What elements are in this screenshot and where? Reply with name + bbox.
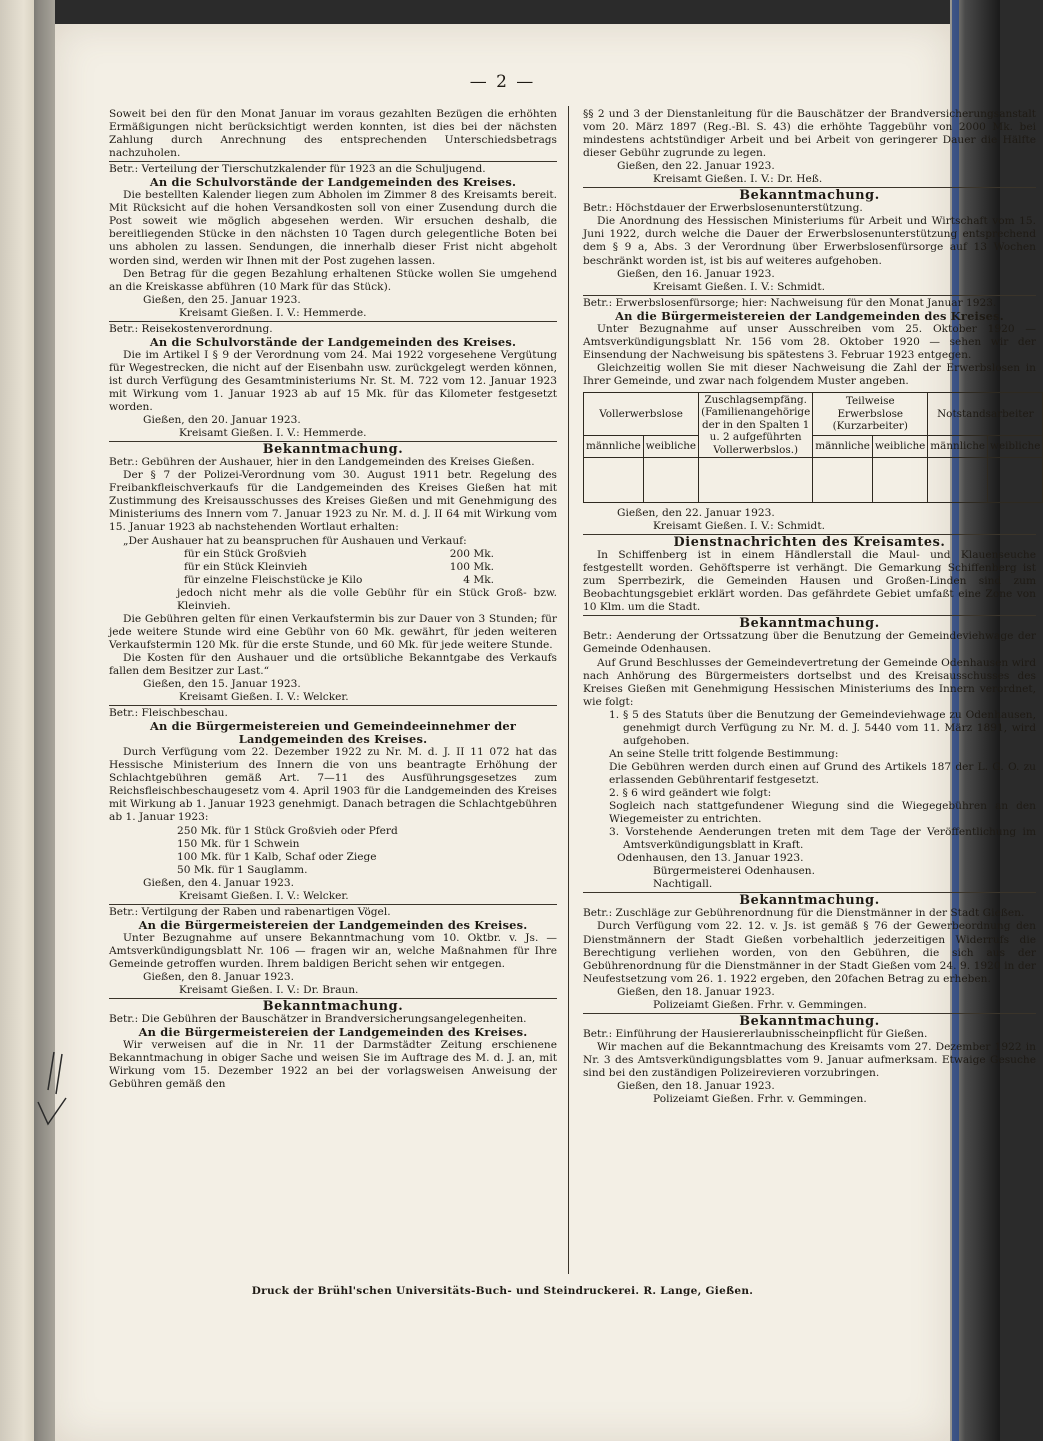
signature-line: Nachtigall. xyxy=(653,878,713,891)
signature-line: Gießen, den 8. Januar 1923. xyxy=(143,971,295,984)
signature-line: Kreisamt Gießen. I. V.: Welcker. xyxy=(179,691,349,704)
table-empty-cell xyxy=(699,458,813,503)
left-column xyxy=(109,108,557,1091)
signature-line: Kreisamt Gießen. I. V.: Hemmerde. xyxy=(179,306,367,319)
signature-line: Gießen, den 4. Januar 1923. xyxy=(143,876,295,889)
section-rule xyxy=(109,321,557,322)
paragraph: §§ 2 und 3 der Dienstanleitung für die Bauschätzer der Brandversicherungsanstalt vom 20. März 1897 (Reg.-Bl. S. 43) die erhöhte Taggebühr von 2000 Mk. bei mindestens achtstündiger Arbeit und bei Arbeit von geringerer Dauer die Hälfte dieser Gebühr zugrunde zu legen. xyxy=(583,108,1036,160)
paragraph: Den Betrag für die gegen Bezahlung erhaltenen Stücke wollen Sie umgehend an die Kreiskasse abführen (10 Mark für das Stück). xyxy=(109,267,557,293)
section-heading: Bekanntmachung. xyxy=(739,893,880,909)
table-sub-header: weibliche xyxy=(643,435,698,457)
paragraph: Betr.: Gebühren der Aushauer, hier in den Landgemeinden des Kreises Gießen. xyxy=(109,456,535,469)
printer-imprint: Druck der Brühl'schen Universitäts-Buch- und Steindruckerei. R. Lange, Gießen. xyxy=(251,1285,754,1297)
page-number: — 2 — xyxy=(469,72,536,92)
paragraph: Betr.: Einführung der Hausiererlaubnisscheinpflicht für Gießen. xyxy=(583,1027,928,1040)
paragraph: Die Kosten für den Aushauer und die ortsübliche Bekanntgabe des Verkaufs fallen dem Besitzer zur Last.“ xyxy=(109,651,557,677)
table-group-header: Zuschlagsempfäng. (Familienangehörige der in den Spalten 1 u. 2 aufgeführten Vollerwerbslos.) xyxy=(699,392,813,457)
paragraph: Die Gebühren werden durch einen auf Grund des Artikels 187 der L. G. O. zu erlassenden Gebührentarif festgesetzt. xyxy=(609,760,1036,786)
table-empty-cell xyxy=(928,458,988,503)
paragraph: Die im Artikel I § 9 der Verordnung vom 24. Mai 1922 vorgesehene Vergütung für Wegestrecken, die nicht auf der Eisenbahn usw. zurückgelegt werden können, ist durch Verfügung des Gesamtministeriums Nr. St. M. 722 vom 12. Januar 1923 mit Wirkung vom 1. Januar 1923 ab auf 15 Mk. für das Kilometer festgesetzt worden. xyxy=(109,348,557,414)
table-empty-cell xyxy=(872,458,927,503)
paragraph: Betr.: Reisekostenverordnung. xyxy=(109,322,273,335)
section-rule xyxy=(109,705,557,706)
table-empty-cell xyxy=(584,458,644,503)
paragraph: An seine Stelle tritt folgende Bestimmung: xyxy=(609,747,839,760)
signature-line: Gießen, den 16. Januar 1923. xyxy=(617,267,775,280)
paragraph: Betr.: Fleischbeschau. xyxy=(109,707,228,720)
fee-row xyxy=(109,574,557,587)
paragraph: 2. § 6 wird geändert wie folgt: xyxy=(609,787,772,799)
signature-line: Kreisamt Gießen. I. V.: Dr. Braun. xyxy=(179,984,359,997)
paragraph: Betr.: Zuschläge zur Gebührenordnung für die Dienstmänner in der Stadt Gießen. xyxy=(583,907,1025,920)
table-empty-cell xyxy=(813,458,873,503)
paragraph: Wir verweisen auf die in Nr. 11 der Darmstädter Zeitung erschienene Bekanntmachung in obiger Sache und weisen Sie im Auftrage des M. d. J. an, mit Wirkung vom 15. Dezember 1922 an bei der vorlagsweisen Anweisung der Gebühren gemäß den xyxy=(109,1039,557,1091)
paragraph: Betr.: Erwerbslosenfürsorge; hier: Nachweisung für den Monat Januar 1923. xyxy=(583,296,997,309)
paragraph: 3. Vorstehende Aenderungen treten mit dem Tage der Veröffentlichung im Amtsverkündigungsblatt in Kraft. xyxy=(609,826,1036,852)
paragraph: Betr.: Aenderung der Ortssatzung über die Benutzung der Gemeindeviehwage der Gemeinde Odenhausen. xyxy=(583,630,1036,656)
signature-line: Kreisamt Gießen. I. V.: Hemmerde. xyxy=(179,427,367,440)
paragraph: Betr.: Die Gebühren der Bauschätzer in Brandversicherungsangelegenheiten. xyxy=(109,1013,527,1026)
paragraph: Der § 7 der Polizei-Verordnung vom 30. August 1911 betr. Regelung des Freibankfleischverkaufs für die Landgemeinden des Kreises Gießen hat mit Zustimmung des Kreisausschusses des Kreises Gießen und mit Genehmigung des Ministeriums des Innern vom 7. Januar 1923 zu Nr. M. d. J. II 64 mit Wirkung vom 15. Januar 1923 ab nachstehenden Wortlaut erhalten: xyxy=(109,469,557,534)
table-empty-cell xyxy=(988,458,1043,503)
section-heading: Dienstnachrichten des Kreisamtes. xyxy=(673,535,946,551)
column-divider xyxy=(568,106,569,1274)
unemployment-table xyxy=(583,392,1043,503)
fee-amount: 4 Mk. xyxy=(463,573,494,586)
paragraph: 100 Mk. für 1 Kalb, Schaf oder Ziege xyxy=(177,850,377,863)
paragraph: „Der Aushauer hat zu beanspruchen für Aushauen und Verkauf: xyxy=(123,534,467,547)
fee-item: für einzelne Fleischstücke je Kilo xyxy=(184,573,363,586)
signature-line: Gießen, den 22. Januar 1923. xyxy=(617,160,775,173)
signature-line: Polizeiamt Gießen. Frhr. v. Gemmingen. xyxy=(653,998,867,1011)
previous-page-edge xyxy=(0,0,34,1441)
paragraph: Soweit bei den für den Monat Januar im voraus gezahlten Bezügen die erhöhten Ermäßigungen nicht berücksichtigt werden konnten, ist dies bei der nächsten Zahlung durch Anrechnung des entsprechenden Unterschiedsbetrags nachzuholen. xyxy=(109,108,557,160)
paragraph: Durch Verfügung vom 22. Dezember 1922 zu Nr. M. d. J. II 11 072 hat das Hessische Ministerium des Innern die von uns beantragte Erhöhung der Schlachtgebühren gemäß Art. 7—11 des Ausführungsgesetzes zum Reichsfleischbeschaugesetz vom 4. April 1903 für die Landgemeinden des Kreises mit Wirkung ab 1. Januar 1923 genehmigt. Danach betragen die Schlachtgebühren ab 1. Januar 1923: xyxy=(109,746,557,824)
table-sub-header: männliche xyxy=(584,435,644,457)
signature-line: Gießen, den 22. Januar 1923. xyxy=(617,507,775,520)
paragraph: Unter Bezugnahme auf unser Ausschreiben vom 25. Oktober 1920 — Amtsverkündigungsblatt Nr. 156 vom 28. Oktober 1920 — sehen wir der Einsendung der Nachweisung bis spätestens 3. Februar 1923 entgegen. xyxy=(583,322,1036,361)
paragraph: Wir machen auf die Bekanntmachung des Kreisamts vom 27. Dezember 1922 in Nr. 3 des Amtsverkündigungsblattes vom 9. Januar aufmerksam. Etwaige Gesuche sind bei den zuständigen Polizeirevieren vorzubringen. xyxy=(583,1040,1036,1079)
paragraph: 50 Mk. für 1 Sauglamm. xyxy=(177,863,308,876)
signature-line: Gießen, den 18. Januar 1923. xyxy=(617,1080,775,1093)
table-group-header: Notstandsarbeiter xyxy=(928,392,1043,435)
signature-line: Gießen, den 25. Januar 1923. xyxy=(143,293,301,306)
paragraph: Die Gebühren gelten für einen Verkaufstermin bis zur Dauer von 3 Stunden; für jede weitere Stunde wird eine Gebühr von 60 Mk. gewährt, für jeden weiteren Verkaufstermin 120 Mk. für die erste Stunde, und 60 Mk. für jede weitere Stunde. xyxy=(109,612,557,651)
signature-line: Gießen, den 15. Januar 1923. xyxy=(143,678,301,691)
fee-item: für ein Stück Kleinvieh xyxy=(184,560,308,573)
paragraph: Die Anordnung des Hessischen Ministeriums für Arbeit und Wirtschaft vom 15. Juni 1922, durch welche die Dauer der Erwerbslosenunterstützung entsprechend dem § 9 a, Abs. 3 der Verordnung über Erwerbslosenfürsorge auf 13 Wochen beschränkt worden ist, ist bis auf weiteres aufgehoben. xyxy=(583,215,1036,267)
section-rule xyxy=(583,295,1036,296)
table-empty-cell xyxy=(643,458,698,503)
paragraph: Gleichzeitig wollen Sie mit dieser Nachweisung die Zahl der Erwerbslosen in Ihrer Gemeinde, und zwar nach folgendem Muster angeben. xyxy=(583,361,1036,387)
section-heading: An die Bürgermeistereien der Landgemeinden des Kreises. xyxy=(138,1025,528,1040)
signature-line: Odenhausen, den 13. Januar 1923. xyxy=(617,852,804,865)
section-heading: Bekanntmachung. xyxy=(739,1013,880,1029)
signature-line: Bürgermeisterei Odenhausen. xyxy=(653,865,815,878)
paragraph: Betr.: Verteilung der Tierschutzkalender für 1923 an die Schuljugend. xyxy=(109,163,486,176)
fee-row xyxy=(109,548,557,561)
section-heading: An die Bürgermeistereien und Gemeindeeinnehmer der Landgemeinden des Kreises. xyxy=(149,719,517,747)
section-rule xyxy=(109,904,557,905)
paragraph: Die bestellten Kalender liegen zum Abholen im Zimmer 8 des Kreisamts bereit. Mit Rücksicht auf die hohen Versandkosten soll von einer Zusendung durch die Post soweit wie möglich abgesehen werden. Wir ersuchen deshalb, die bereitliegenden Stücke in den nächsten 10 Tagen durch gelegentliche Boten bei uns abholen zu lassen. Sendungen, die innerhalb dieser Frist nicht abgeholt worden sind, werden wir Ihnen mit der Post zugehen lassen. xyxy=(109,189,557,267)
signature-line: Gießen, den 20. Januar 1923. xyxy=(143,414,301,427)
signature-line: Kreisamt Gießen. I. V.: Welcker. xyxy=(179,889,349,902)
fee-item: für ein Stück Großvieh xyxy=(184,547,307,560)
paragraph: Sogleich nach stattgefundener Wiegung sind die Wiegegebühren an den Wiegemeister zu entrichten. xyxy=(609,800,1036,826)
paragraph: Auf Grund Beschlusses der Gemeindevertretung der Gemeinde Odenhausen wird nach Anhörung des Bürgermeisters dortselbst und des Kreisausschusses des Kreises Gießen mit Genehmigung Hessischen Ministeriums des Innern verordnet, wie folgt: xyxy=(583,656,1036,708)
paragraph: Betr.: Vertilgung der Raben und rabenartigen Vögel. xyxy=(109,905,391,918)
fee-amount: 100 Mk. xyxy=(449,560,494,573)
signature-line: Kreisamt Gießen. I. V.: Schmidt. xyxy=(653,520,825,533)
paragraph: 1. § 5 des Statuts über die Benutzung der Gemeindeviehwage zu Odenhausen, genehmigt durch Verfügung zu Nr. M. d. J. 5440 vom 11. März 1891, wird aufgehoben. xyxy=(609,708,1036,747)
paragraph: In Schiffenberg ist in einem Händlerstall die Maul- und Klauenseuche festgestellt worden. Gehöftsperre ist verhängt. Die Gemarkung Schiffenberg ist zum Sperrbezirk, die Gemeinden Hausen und Großen-Linden sind zum Beobachtungsgebiet erklärt worden. Das gefährdete Gebiet umfaßt eine Zone von 10 Klm. um die Stadt. xyxy=(583,549,1036,614)
table-sub-header: männliche xyxy=(813,435,873,457)
table-group-header: Teilweise Erwerbslose (Kurzarbeiter) xyxy=(813,392,928,435)
paragraph: Durch Verfügung vom 22. 12. v. Js. ist gemäß § 76 der Gewerbeordnung den Dienstmännern der Stadt Gießen vorbehaltlich jederzeitigen Widerrufs die Berechtigung verliehen worden, von den Gebühren, die sich aus der Gebührenordnung für die Dienstmänner in der Stadt Gießen vom 24. 9. 1920 in der Neufestsetzung vom 26. 1. 1922 ergeben, den 20fachen Betrag zu erheben. xyxy=(583,920,1036,985)
table-group-header: Vollerwerbslose xyxy=(584,392,699,435)
paragraph: Betr.: Höchstdauer der Erwerbslosenunterstützung. xyxy=(583,202,863,215)
pencil-margin-mark xyxy=(36,1050,70,1130)
table-sub-header: weibliche xyxy=(872,435,927,457)
signature-line: Kreisamt Gießen. I. V.: Schmidt. xyxy=(653,280,825,293)
signature-line: Polizeiamt Gießen. Frhr. v. Gemmingen. xyxy=(653,1093,867,1106)
section-rule xyxy=(109,161,557,162)
paragraph: jedoch nicht mehr als die volle Gebühr für ein Stück Groß- bzw. Kleinvieh. xyxy=(177,586,557,612)
section-heading: An die Schulvorstände der Landgemeinden des Kreises. xyxy=(149,175,517,190)
section-heading: Bekanntmachung. xyxy=(739,616,880,632)
newspaper-page xyxy=(55,24,1041,1441)
section-heading: Bekanntmachung. xyxy=(262,442,404,458)
paragraph: 250 Mk. für 1 Stück Großvieh oder Pferd xyxy=(177,824,398,837)
fee-row xyxy=(109,561,557,574)
signature-line: Kreisamt Gießen. I. V.: Dr. Heß. xyxy=(653,173,823,186)
right-column xyxy=(583,108,1041,1106)
section-heading: Bekanntmachung. xyxy=(739,188,880,204)
table-sub-header: männliche xyxy=(928,435,988,457)
signature-line: Gießen, den 18. Januar 1923. xyxy=(617,985,775,998)
section-heading: An die Bürgermeistereien der Landgemeinden des Kreises. xyxy=(138,917,528,932)
section-heading: An die Bürgermeistereien der Landgemeinden des Kreises. xyxy=(615,308,1004,323)
table-sub-header: weibliche xyxy=(988,435,1043,457)
section-heading: Bekanntmachung. xyxy=(262,999,404,1015)
paragraph: 150 Mk. für 1 Schwein xyxy=(177,837,300,850)
fee-amount: 200 Mk. xyxy=(449,547,494,560)
section-heading: An die Schulvorstände der Landgemeinden des Kreises. xyxy=(149,334,517,349)
paragraph: Unter Bezugnahme auf unsere Bekanntmachung vom 10. Oktbr. v. Js. — Amtsverkündigungsblatt Nr. 106 — fragen wir an, welche Maßnahmen für Ihre Gemeinde getroffen wurden. Ihrem baldigen Bericht sehen wir entgegen. xyxy=(109,931,557,970)
